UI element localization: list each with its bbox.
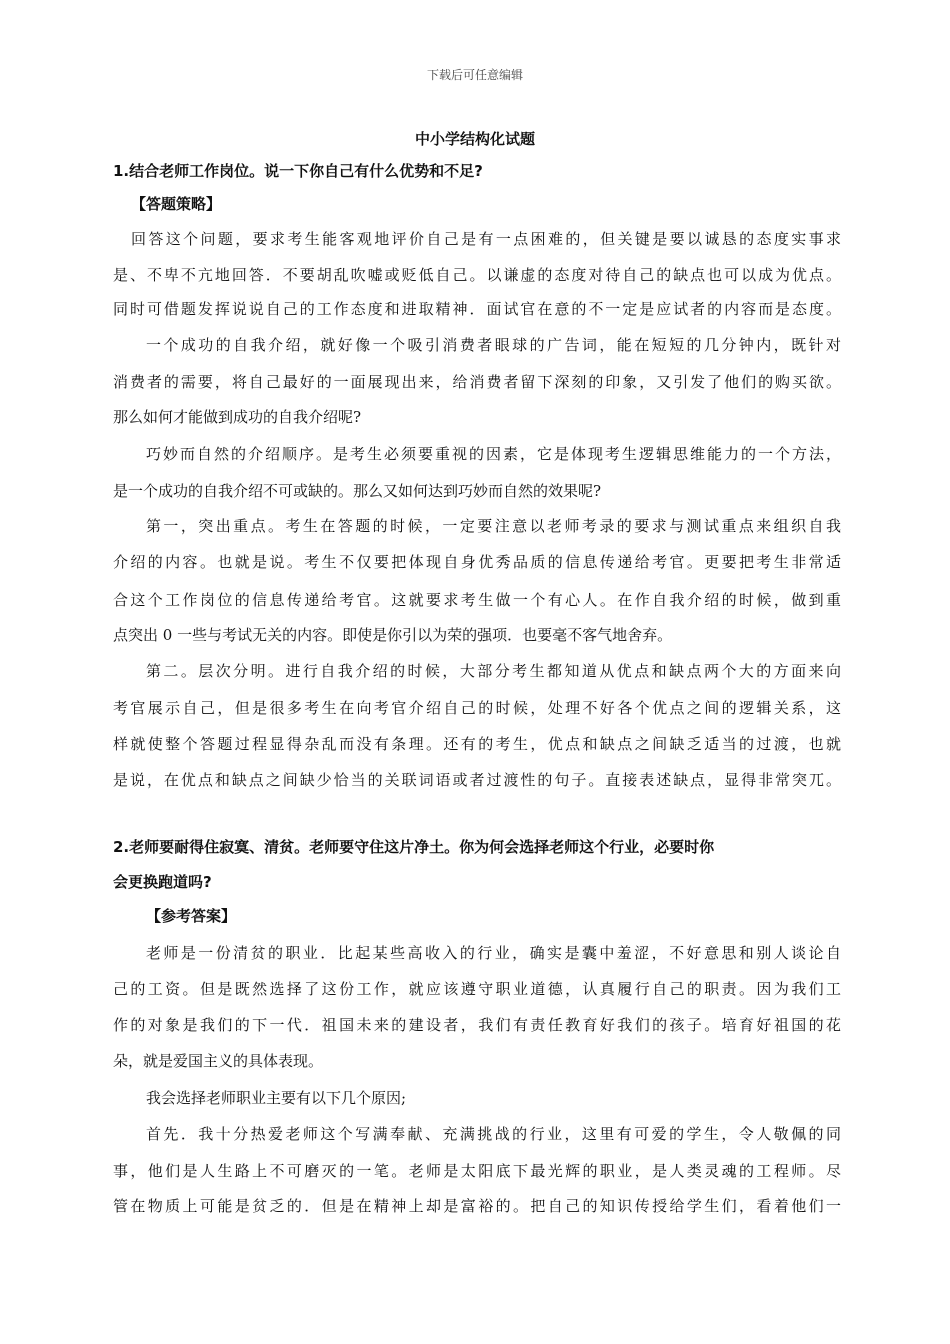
paragraph-line: 一个成功的自我介绍，就好像一个吸引消费者眼球的广告词，能在短短的几分钟内，既针对 bbox=[146, 336, 841, 354]
paragraph-line: 管在物质上可能是贫乏的．但是在精神上却是富裕的。把自己的知识传授给学生们，看着他们一 bbox=[113, 1197, 841, 1215]
question-2-continued: 会更换跑道吗? bbox=[113, 873, 212, 891]
paragraph-line: 作的对象是我们的下一代．祖国未来的建设者，我们有责任教育好我们的孩子。培育好祖国的花 bbox=[113, 1016, 841, 1034]
paragraph-line: 老师是一份清贫的职业．比起某些高收入的行业，确实是囊中羞涩，不好意思和别人谈论自 bbox=[146, 944, 841, 962]
paragraph-line: 是一个成功的自我介绍不可或缺的。那么又如何达到巧妙而自然的效果呢? bbox=[113, 482, 602, 500]
paragraph-line: 消费者的需要，将自己最好的一面展现出来，给消费者留下深刻的印象，又引发了他们的购买欲。 bbox=[113, 373, 841, 391]
paragraph-line: 是、不卑不亢地回答．不要胡乱吹嘘或贬低自己。以谦虚的态度对待自己的缺点也可以成为优点。 bbox=[113, 266, 841, 284]
paragraph-line: 回答这个问题，要求考生能客观地评价自己是有一点困难的，但关键是要以诚恳的态度实事求 bbox=[131, 230, 841, 248]
section-heading-reference-answer: 【参考答案】 bbox=[146, 907, 237, 925]
paragraph-line: 第一，突出重点。考生在答题的时候，一定要注意以老师考录的要求与测试重点来组织自我 bbox=[146, 517, 841, 535]
paragraph-line: 朵，就是爱国主义的具体表现。 bbox=[113, 1052, 324, 1070]
paragraph-line: 合这个工作岗位的信息传递给考官。这就要求考生做一个有心人。在作自我介绍的时候，做到重 bbox=[113, 591, 841, 609]
paragraph-line: 首先．我十分热爱老师这个写满奉献、充满挑战的行业，这里有可爱的学生，令人敬佩的同 bbox=[146, 1125, 841, 1143]
question-2: 2.老师要耐得住寂寞、清贫。老师要守住这片净土。你为何会选择老师这个行业，必要时你 bbox=[113, 838, 715, 856]
document-title: 中小学结构化试题 bbox=[414, 130, 535, 148]
question-1: 1.结合老师工作岗位。说一下你自己有什么优势和不足? bbox=[113, 162, 483, 180]
paragraph-line: 同时可借题发挥说说自己的工作态度和进取精神．面试官在意的不一定是应试者的内容而是态度。 bbox=[113, 300, 841, 318]
paragraph-line: 是说，在优点和缺点之间缺少恰当的关联词语或者过渡性的句子。直接表述缺点，显得非常突兀。 bbox=[113, 771, 841, 789]
paragraph-line: 我会选择老师职业主要有以下几个原因; bbox=[146, 1089, 407, 1107]
page-header: 下载后可任意编辑 bbox=[426, 68, 523, 82]
paragraph-line: 己的工资。但是既然选择了这份工作，就应该遵守职业道德，认真履行自己的职责。因为我们工 bbox=[113, 980, 841, 998]
paragraph-line: 点突出 0 一些与考试无关的内容。即使是你引以为荣的强项．也要毫不客气地舍弃。 bbox=[113, 626, 673, 644]
section-heading-strategy: 【答题策略】 bbox=[131, 195, 222, 213]
paragraph-line: 事，他们是人生路上不可磨灭的一笔。老师是太阳底下最光辉的职业，是人类灵魂的工程师。尽 bbox=[113, 1162, 841, 1180]
paragraph-line: 考官展示自己，但是很多考生在向考官介绍自己的时候，处理不好各个优点之间的逻辑关系，这 bbox=[113, 699, 841, 717]
paragraph-line: 样就使整个答题过程显得杂乱而没有条理。还有的考生，优点和缺点之间缺乏适当的过渡，也就 bbox=[113, 735, 841, 753]
paragraph-line: 那么如何才能做到成功的自我介绍呢? bbox=[113, 408, 362, 426]
paragraph-line: 介绍的内容。也就是说。考生不仅要把体现自身优秀品质的信息传递给考官。更要把考生非常适 bbox=[113, 553, 841, 571]
paragraph-line: 第二。层次分明。进行自我介绍的时候，大部分考生都知道从优点和缺点两个大的方面来向 bbox=[146, 662, 841, 680]
paragraph-line: 巧妙而自然的介绍顺序。是考生必须要重视的因素，它是体现考生逻辑思维能力的一个方法， bbox=[146, 445, 841, 463]
